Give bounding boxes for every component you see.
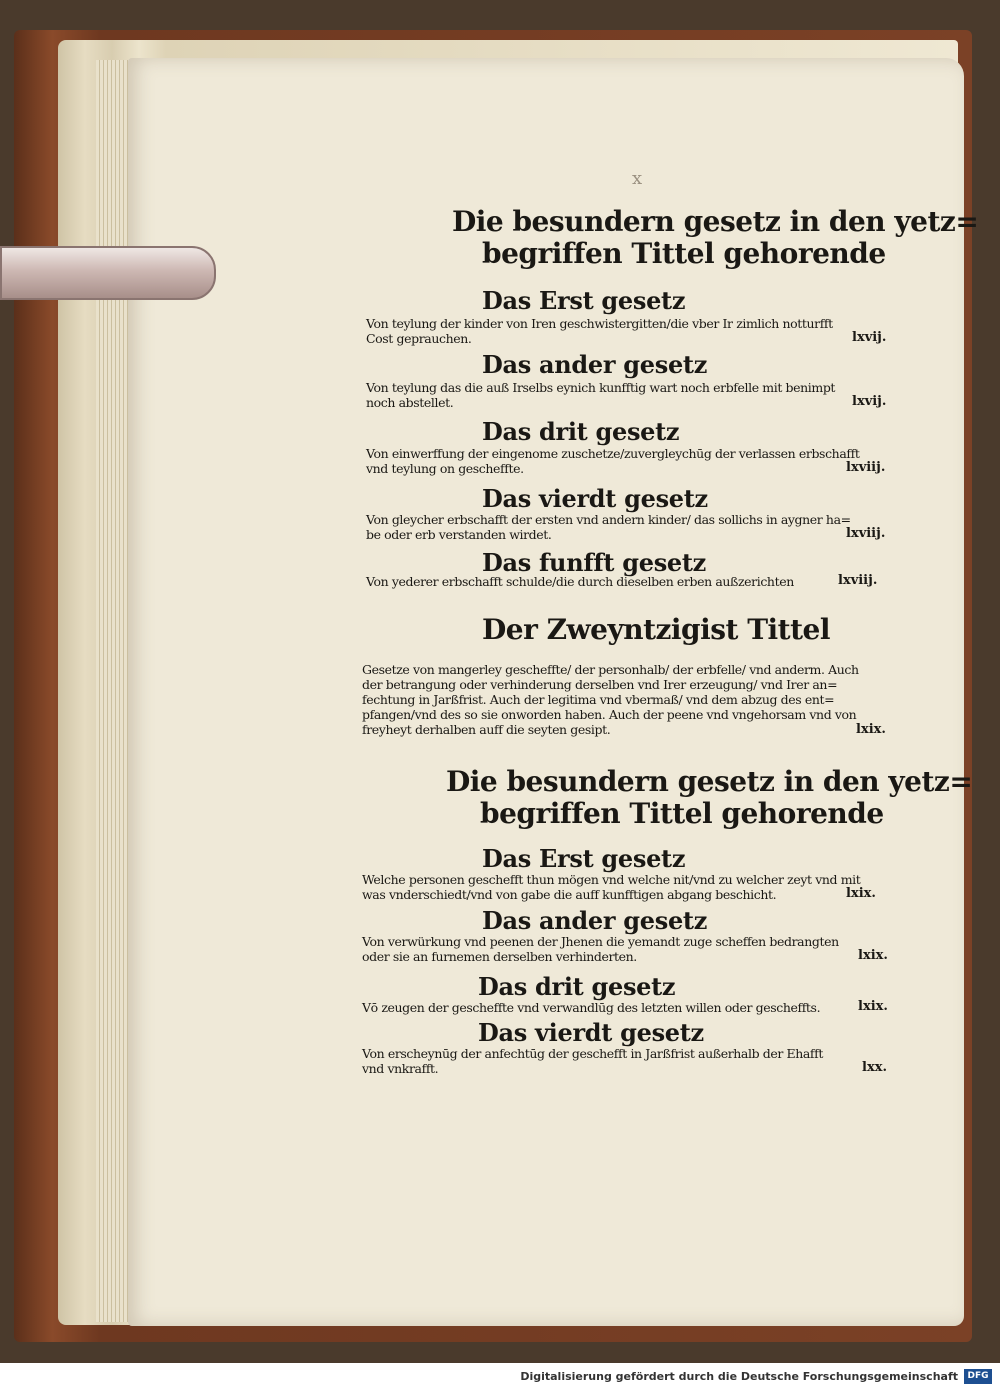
folio-reference: lxix.: [858, 999, 888, 1014]
law-text-line: be oder erb verstanden wirdet.: [366, 527, 552, 542]
title-text-line: pfangen/vnd des so sie onworden haben. Auch der peene vnd vngehorsam vnd von: [362, 707, 857, 722]
folio-reference: lxix.: [858, 948, 888, 963]
law-text-line: Von erscheynūg der anfechtūg der geschefft in Jarßfrist außerhalb der Ehafft: [362, 1046, 824, 1061]
law-text-line: oder sie an furnemen derselben verhinderten.: [362, 949, 637, 964]
law-title: Das Erst gesetz: [482, 844, 686, 873]
folio-reference: lxviij.: [846, 460, 886, 475]
section2-heading-line1: Die besundern gesetz in den yetz=: [446, 765, 973, 798]
law-text-line: Cost geprauchen.: [366, 331, 472, 346]
law-text-line: Von yederer erbschafft schulde/die durch dieselben erben außzerichten: [366, 574, 794, 589]
folio-reference: lxix.: [846, 886, 876, 901]
page-clip: [0, 246, 216, 300]
law-text-line: Von teylung der kinder von Iren geschwistergitten/die vber Ir zimlich notturfft: [366, 316, 833, 331]
law-title: Das drit gesetz: [478, 972, 676, 1001]
law-text-line: Von verwürkung vnd peenen der Jhenen die yemandt zuge scheffen bedrangten: [362, 934, 839, 949]
title-text-line: Gesetze von mangerley gescheffte/ der personhalb/ der erbfelle/ vnd anderm. Auch: [362, 662, 859, 677]
title-text-line: der betrangung oder verhinderung derselben vnd Irer erzeugung/ vnd Irer an=: [362, 677, 838, 692]
section1-heading-line2: begriffen Tittel gehorende: [482, 237, 886, 270]
folio-reference: lxvij.: [852, 330, 887, 345]
folio-reference: lxviij.: [838, 573, 878, 588]
footer-bar: [0, 1363, 1000, 1391]
title-heading: Der Zweyntzigist Tittel: [482, 613, 831, 646]
law-title: Das Erst gesetz: [482, 286, 686, 315]
law-text-line: was vnderschiedt/vnd von gabe die auff kunfftigen abgang beschicht.: [362, 887, 777, 902]
law-text-line: Vō zeugen der gescheffte vnd verwandlūg des letzten willen oder gescheffts.: [362, 1000, 821, 1015]
folio-reference: lxviij.: [846, 526, 886, 541]
law-title: Das ander gesetz: [482, 350, 708, 379]
folio-reference: lxix.: [856, 722, 886, 737]
law-title: Das vierdt gesetz: [482, 484, 708, 513]
law-text-line: vnd teylung on gescheffte.: [366, 461, 524, 476]
section2-heading-line2: begriffen Tittel gehorende: [480, 797, 884, 830]
folio-reference: lxx.: [862, 1060, 887, 1075]
folio-reference: lxvij.: [852, 394, 887, 409]
law-title: Das funfft gesetz: [482, 548, 706, 577]
section1-heading-line1: Die besundern gesetz in den yetz=: [452, 205, 979, 238]
folio-number: x: [632, 168, 643, 189]
law-text-line: vnd vnkrafft.: [362, 1061, 439, 1076]
title-text-line: fechtung in Jarßfrist. Auch der legitima vnd vbermaß/ vnd dem abzug des ent=: [362, 692, 835, 707]
law-text-line: noch abstellet.: [366, 395, 454, 410]
law-text-line: Von einwerffung der eingenome zuschetze/zuvergleychūg der verlassen erbschafft: [366, 446, 860, 461]
law-title: Das ander gesetz: [482, 906, 708, 935]
law-title: Das drit gesetz: [482, 417, 680, 446]
funding-credit: Digitalisierung gefördert durch die Deutsche Forschungsgemeinschaft: [520, 1370, 958, 1383]
law-text-line: Welche personen geschefft thun mögen vnd welche nit/vnd zu welcher zeyt vnd mit: [362, 872, 861, 887]
law-text-line: Von gleycher erbschafft der ersten vnd andern kinder/ das sollichs in aygner ha=: [366, 512, 851, 527]
title-text-line: freyheyt derhalben auff die seyten gesipt.: [362, 722, 611, 737]
law-title: Das vierdt gesetz: [478, 1018, 704, 1047]
dfg-logo: DFG: [964, 1369, 992, 1384]
law-text-line: Von teylung das die auß Irselbs eynich kunfftig wart noch erbfelle mit benimpt: [366, 380, 836, 395]
